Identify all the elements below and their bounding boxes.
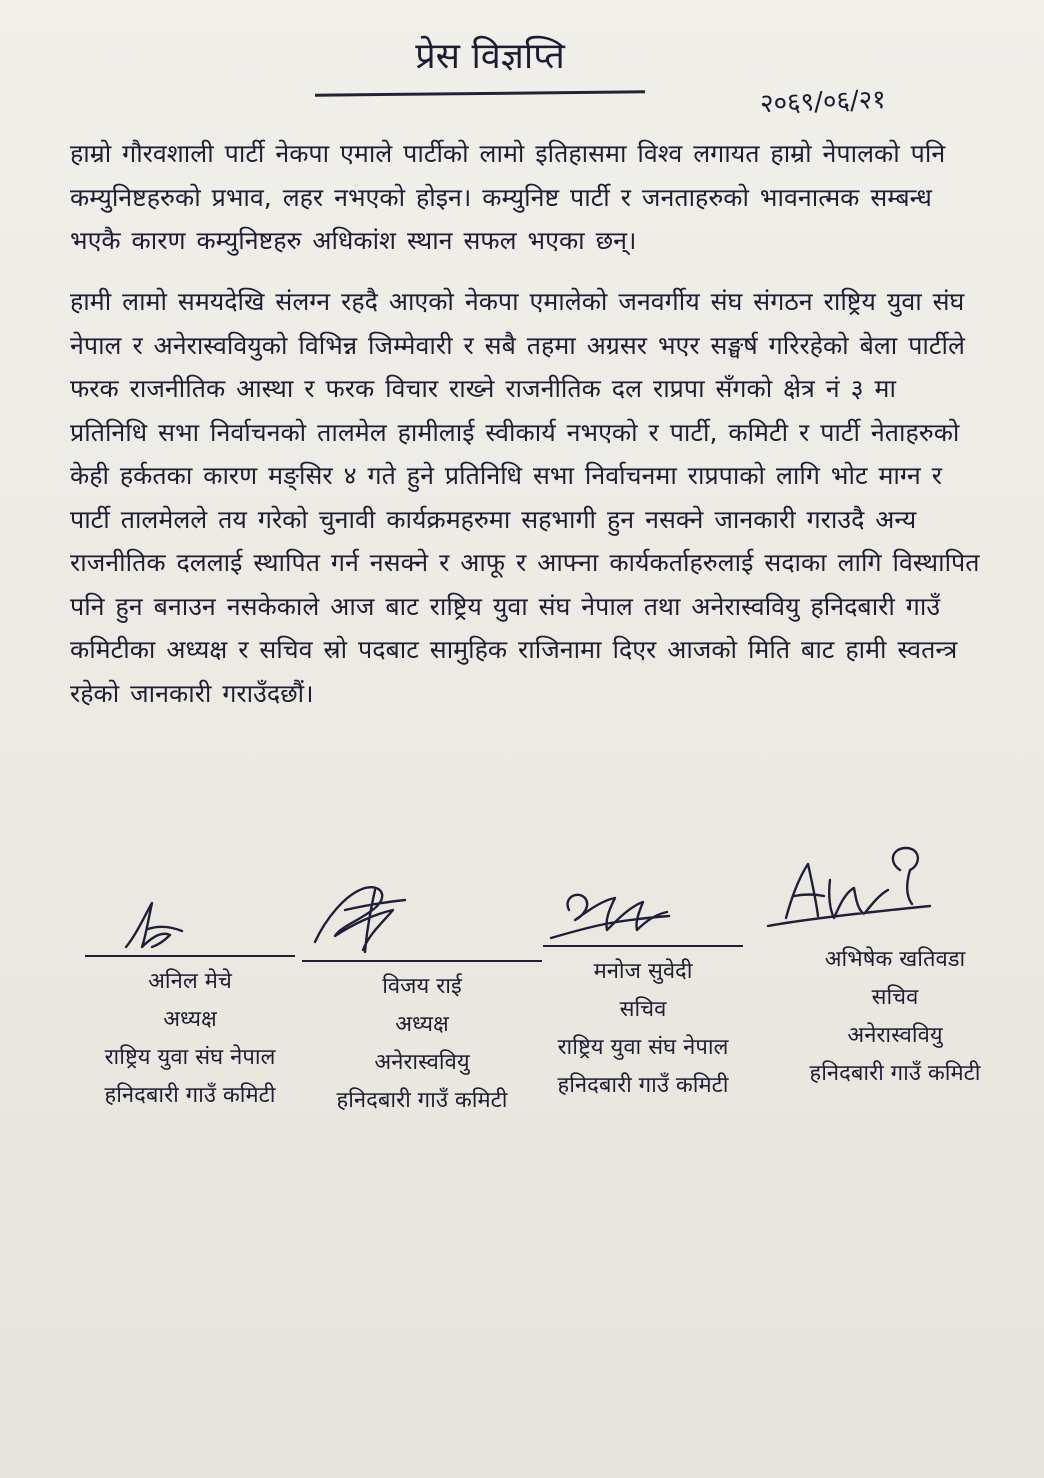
signatory-1-name: अनिल मेचे — [148, 969, 232, 994]
signature-mark-3 — [545, 880, 675, 950]
signatory-4-organization: अनेरास्ववियु — [847, 1023, 943, 1048]
signatory-1-organization: राष्ट्रिय युवा संघ नेपाल — [104, 1045, 276, 1070]
signatory-3-organization: राष्ट्रिय युवा संघ नेपाल — [557, 1035, 729, 1060]
paragraph-intro: हाम्रो गौरवशाली पार्टी नेकपा एमाले पार्टीको लामो इतिहासमा विश्व लगायत हाम्रो नेपालको पनि कम्युनिष्टहरुको प्रभाव, लहर नभएको होइन। कम्युनिष्ट पार्टी र जनताहरुको भावनात्मक सम्बन्ध भएकै कारण कम्युनिष्टहरु अधिकांश स्थान सफल भएका छन्। — [70, 139, 946, 255]
signatory-4-unit: हनिदबारी गाउँ कमिटी — [809, 1061, 981, 1086]
document-title: प्रेस विज्ञप्ति — [415, 36, 565, 77]
signatory-4-position: सचिव — [871, 985, 919, 1010]
paragraph-resignation: हामी लामो समयदेखि संलग्न रहदै आएको नेकपा एमालेको जनवर्गीय संघ संगठन राष्ट्रिय युवा संघ नेपाल र अनेरास्ववियुको विभिन्न जिम्मेवारी र सबै तहमा अग्रसर भएर सङ्घर्ष गरिरहेको बेला पार्टीले फरक राजनीतिक आस्था र फरक विचार राख्ने राजनीतिक दल राप्रपा सँगको क्षेत्र नं ३ मा प्रतिनिधि सभा निर्वाचनको तालमेल हामीलाई स्वीकार्य नभएको र पार्टी, कमिटी र पार्टी नेताहरुको केही हर्कतका कारण मङ्सिर ४ गते हुने प्रतिनिधि सभा निर्वाचनमा राप्रपाको लागि भोट माग्न र पार्टी तालमेलले तय गरेको चुनावी कार्यक्रमहरुमा सहभागी हुन नसक्ने जानकारी गराउदै अन्य राजनीतिक दललाई स्थापित गर्न नसक्ने र आफू र आफ्ना कार्यकर्ताहरुलाई सदाका लागि विस्थापित पनि हुन बनाउन नसकेकाले आज बाट राष्ट्रिय युवा संघ नेपाल तथा अनेरास्ववियु हनिदबारी गाउँ कमिटीका अध्यक्ष र सचिव स्रो पदबाट सामुहिक राजिनामा दिएर आजको मिति बाट हामी स्वतन्त्र रहेको जानकारी गराउँदछौं। — [70, 287, 980, 708]
signature-line-3 — [543, 945, 743, 947]
signatory-1-unit: हनिदबारी गाउँ कमिटी — [104, 1083, 276, 1108]
signatory-2 — [292, 960, 552, 1120]
signatory-2-position: अध्यक्ष — [395, 1012, 449, 1037]
signatory-2-name: विजय राई — [382, 974, 462, 999]
signatory-2-unit: हनिदबारी गाउँ कमिटी — [336, 1088, 508, 1113]
signatory-1-position: अध्यक्ष — [163, 1007, 217, 1032]
signatory-3-position: सचिव — [619, 997, 667, 1022]
signature-mark-1 — [118, 895, 188, 955]
signature-line-2 — [302, 960, 542, 962]
document-date: २०६९/०६/२१ — [759, 84, 887, 120]
signatory-3 — [528, 945, 758, 1105]
signature-line-1 — [85, 955, 295, 957]
signatory-1 — [70, 955, 310, 1115]
title-underline — [315, 90, 645, 96]
signatory-4 — [760, 935, 1030, 1093]
signatory-3-name: मनोज सुवेदी — [593, 959, 693, 984]
signatory-3-unit: हनिदबारी गाउँ कमिटी — [557, 1073, 729, 1098]
signatory-2-organization: अनेरास्ववियु — [374, 1050, 470, 1075]
signature-mark-2 — [305, 880, 415, 960]
signature-mark-4 — [760, 840, 940, 935]
signatory-4-name: अभिषेक खतिवडा — [824, 947, 966, 972]
